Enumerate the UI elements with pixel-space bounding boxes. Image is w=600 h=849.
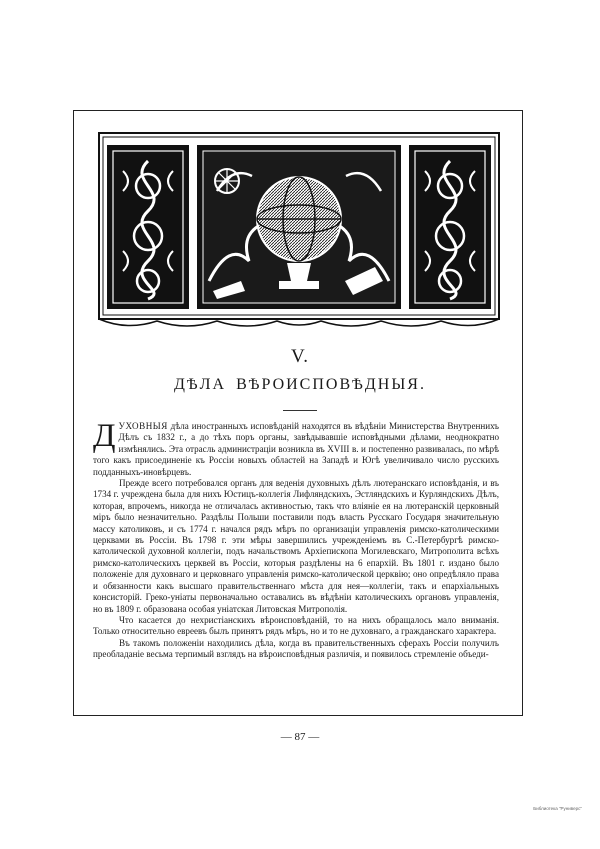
drop-cap: Д [93, 421, 116, 454]
page-number: — 87 — [280, 731, 320, 743]
paragraph: Что касается до нехристіанскихъ вѣроисповѣданій, то на нихъ обращалось мало вниманія. Только относительно евреевъ былъ принятъ рядъ мѣръ, но и то не духовнаго, а гражданскаго характера. [93, 614, 499, 637]
chapter-body [93, 421, 499, 706]
paragraph-text: дѣла иностранныхъ исповѣданій находятся въ вѣдѣніи Министерства Внутреннихъ Дѣлъ съ 1832 г., а до тѣхъ поръ органы, завѣдывавшіе исповѣдными дѣлами, неоднократно измѣнялись. Эта отрасль администраціи возникла въ XVIII в. и постепенно развивалась, по мѣрѣ того какъ присоединеніе къ Россіи новыхъ областей на Западѣ и Югѣ увеличивало число русскихъ подданныхъ-иновѣрцевъ. [93, 421, 499, 477]
right-ornament-panel [409, 145, 491, 309]
paragraph [93, 421, 499, 478]
center-globe-panel [197, 145, 401, 309]
title-divider [283, 410, 317, 411]
ornamental-headpiece [97, 131, 501, 331]
paragraph: Въ такомъ положеніи находились дѣла, когда въ правительственныхъ сферахъ Россіи получилъ преобладаніе весьма терпимый взглядъ на вѣроисповѣдныя различія, и появилось стремленіе объеди- [93, 637, 499, 660]
left-ornament-panel [107, 145, 189, 309]
chapter-number: V. [290, 346, 310, 367]
library-watermark: Библиотека "Руниверс" [533, 806, 582, 811]
chapter-title: ДѢЛА ВѢРОИСПОВѢДНЫЯ. [174, 376, 426, 393]
first-word: УХОВНЫЯ [118, 421, 168, 431]
paragraph: Прежде всего потребовался органъ для веденія духовныхъ дѣлъ лютеранскаго исповѣданія, и въ 1734 г. учреждена была для нихъ Юстицъ-коллегія Лифляндскихъ, Эстляндскихъ и Курляндскихъ Дѣлъ, которая, впрочемъ, никогда не отличалась активностью, такъ что вліяніе ея на лютеранскій церковный міръ было незначительно. Раздѣлы Польши поставили подъ власть Русскаго Государя значительную массу католиковъ, и съ 1774 г. начался рядъ мѣръ по организаціи управленія римско-католическими церквами въ Россіи. Въ 1798 г. эти мѣры завершились учрежденіемъ въ С.-Петербургѣ римско-католической духовной коллегіи, подъ начальствомъ Архіепископа Могилевскаго, Митрополита всѣхъ римско-католическихъ церквей въ Россіи, которыя раздѣлены на 6 епархій. Въ 1801 г. издано было положеніе для духовнаго и церковнаго управленія римско-католической церквію; оно опредѣляло права и обязанности какъ высшаго правительственнаго мѣста для нея—коллегіи, такъ и епархіальныхъ консисторій. Греко-уніаты первоначально оставались въ вѣдѣніи католическихъ органовъ управленія, но въ 1809 г. образована особая уніатская Литовская Митрополія. [93, 478, 499, 614]
